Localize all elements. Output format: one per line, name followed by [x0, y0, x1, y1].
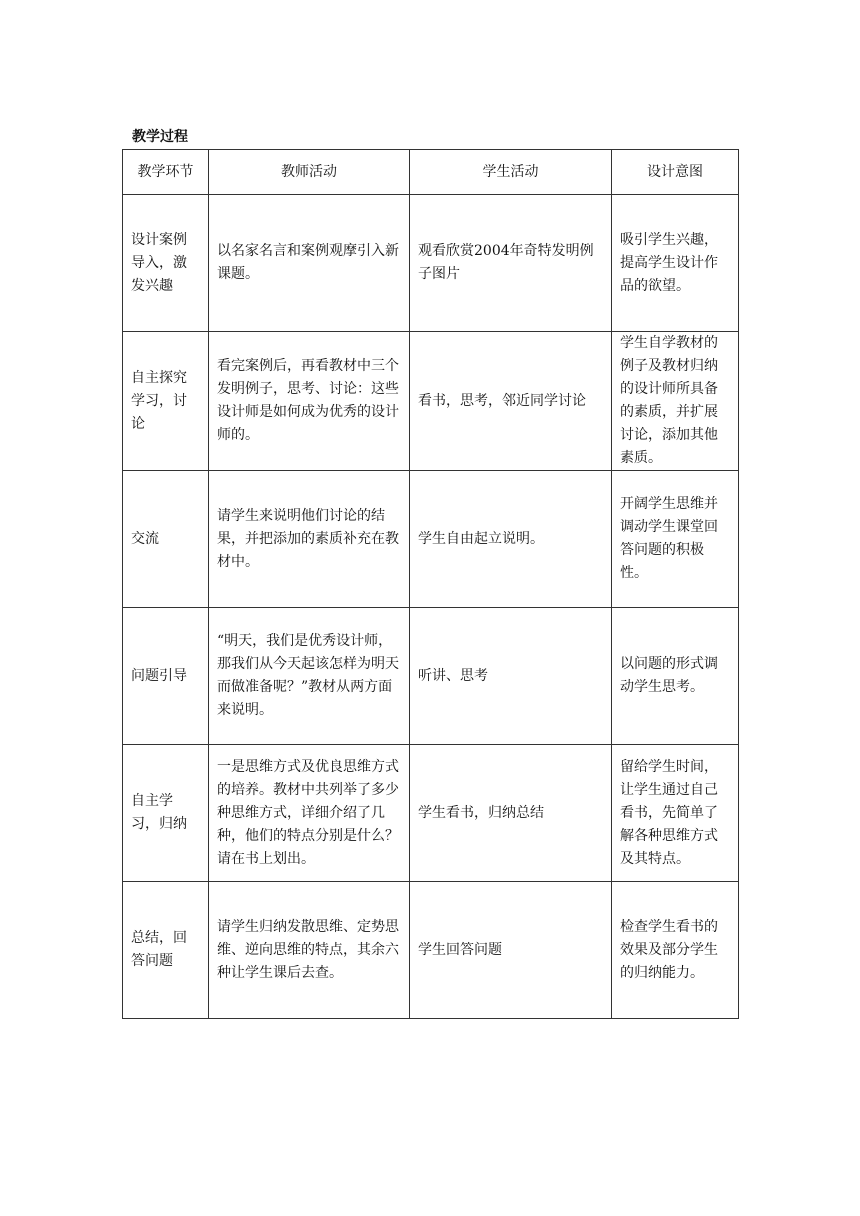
stage-cell: 总结，回答问题	[123, 882, 209, 1019]
teacher-activity-cell: 请学生来说明他们讨论的结果，并把添加的素质补充在教材中。	[209, 471, 410, 608]
stage-cell: 交流	[123, 471, 209, 608]
column-header-student-activity: 学生活动	[410, 150, 612, 195]
column-header-stage: 教学环节	[123, 150, 209, 195]
table-row	[123, 332, 739, 471]
student-activity-cell: 观看欣赏2004年奇特发明例子图片	[410, 195, 612, 332]
teacher-activity-cell: “明天，我们是优秀设计师，那我们从今天起该怎样为明天而做准备呢？”教材从两方面来说明。	[209, 608, 410, 745]
column-header-teacher-activity: 教师活动	[209, 150, 410, 195]
teacher-activity-cell: 看完案例后，再看教材中三个发明例子，思考、讨论：这些设计师是如何成为优秀的设计师的。	[209, 332, 410, 471]
table-row	[123, 608, 739, 745]
teacher-activity-cell: 一是思维方式及优良思维方式的培养。教材中共列举了多少种思维方式，详细介绍了几种，他们的特点分别是什么？请在书上划出。	[209, 745, 410, 882]
teacher-activity-cell: 请学生归纳发散思维、定势思维、逆向思维的特点，其余六种让学生课后去查。	[209, 882, 410, 1019]
design-intent-cell: 开阔学生思维并调动学生课堂回答问题的积极性。	[612, 471, 739, 608]
table-row	[123, 882, 739, 1019]
student-activity-cell: 听讲、思考	[410, 608, 612, 745]
page-title: 教学过程	[132, 129, 188, 145]
student-activity-cell: 学生看书，归纳总结	[410, 745, 612, 882]
stage-cell: 设计案例导入，激发兴趣	[123, 195, 209, 332]
stage-cell: 自主探究学习，讨论	[123, 332, 209, 471]
student-activity-cell: 学生回答问题	[410, 882, 612, 1019]
design-intent-cell: 检查学生看书的效果及部分学生的归纳能力。	[612, 882, 739, 1019]
student-activity-cell: 学生自由起立说明。	[410, 471, 612, 608]
table-row	[123, 471, 739, 608]
design-intent-cell: 吸引学生兴趣，提高学生设计作品的欲望。	[612, 195, 739, 332]
teacher-activity-cell: 以名家名言和案例观摩引入新课题。	[209, 195, 410, 332]
stage-cell: 自主学习，归纳	[123, 745, 209, 882]
teaching-process-table	[122, 149, 739, 1019]
stage-cell: 问题引导	[123, 608, 209, 745]
design-intent-cell: 以问题的形式调动学生思考。	[612, 608, 739, 745]
table-header-row	[123, 150, 739, 195]
student-activity-cell: 看书，思考，邻近同学讨论	[410, 332, 612, 471]
table-row	[123, 195, 739, 332]
column-header-design-intent: 设计意图	[612, 150, 739, 195]
design-intent-cell: 学生自学教材的例子及教材归纳的设计师所具备的素质，并扩展讨论，添加其他素质。	[612, 332, 739, 471]
table-row	[123, 745, 739, 882]
design-intent-cell: 留给学生时间，让学生通过自己看书，先简单了解各种思维方式及其特点。	[612, 745, 739, 882]
